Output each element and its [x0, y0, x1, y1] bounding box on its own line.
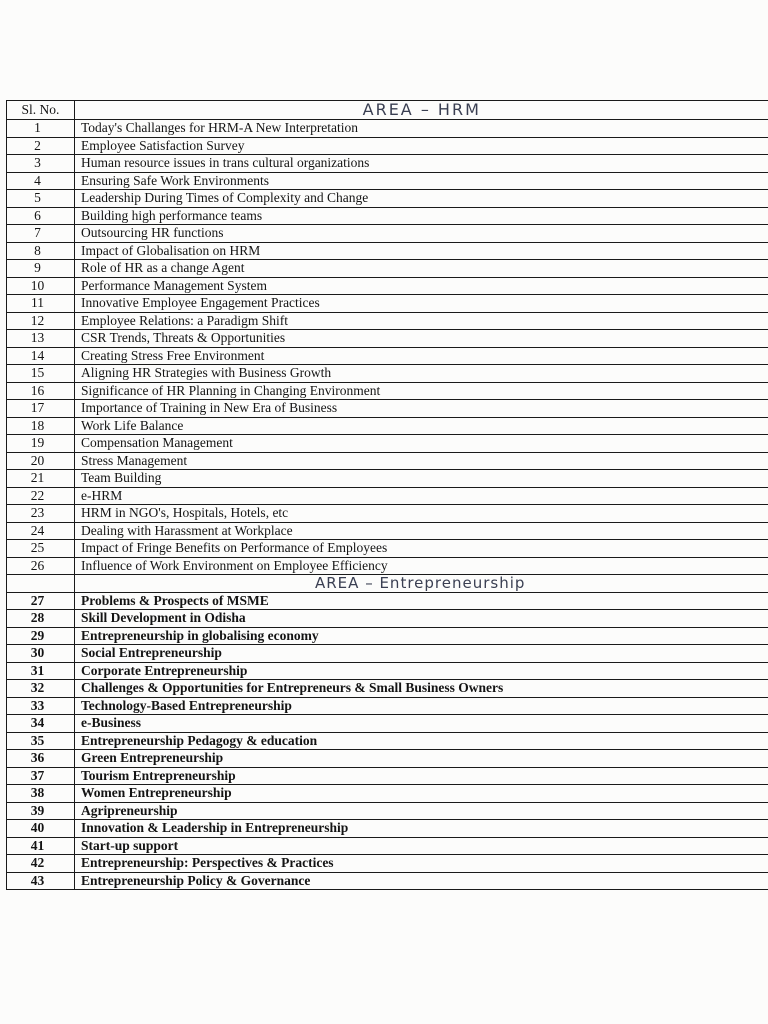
serial-number: 18 — [7, 417, 75, 435]
serial-number: 37 — [7, 767, 75, 785]
table-row — [7, 190, 768, 208]
table-row — [7, 295, 768, 313]
topic-title: Employee Satisfaction Survey — [75, 137, 768, 155]
topic-title: Building high performance teams — [75, 207, 768, 225]
serial-number: 25 — [7, 540, 75, 558]
topic-title: Importance of Training in New Era of Business — [75, 400, 768, 418]
serial-number: 29 — [7, 627, 75, 645]
table-row — [7, 522, 768, 540]
area-entrepreneurship-row — [7, 575, 768, 593]
topic-title: Significance of HR Planning in Changing Environment — [75, 382, 768, 400]
table-row — [7, 505, 768, 523]
serial-number: 5 — [7, 190, 75, 208]
serial-number: 2 — [7, 137, 75, 155]
table-row — [7, 785, 768, 803]
serial-number: 16 — [7, 382, 75, 400]
topic-title: Human resource issues in trans cultural organizations — [75, 155, 768, 173]
topic-title: Women Entrepreneurship — [75, 785, 768, 803]
table-row — [7, 330, 768, 348]
topic-title: Employee Relations: a Paradigm Shift — [75, 312, 768, 330]
serial-number: 32 — [7, 680, 75, 698]
table-row — [7, 435, 768, 453]
area-hrm-heading — [75, 101, 768, 120]
hrm-topics-body — [7, 120, 768, 575]
table-row — [7, 225, 768, 243]
table-row — [7, 540, 768, 558]
topic-title: Corporate Entrepreneurship — [75, 662, 768, 680]
serial-number: 40 — [7, 820, 75, 838]
serial-number: 42 — [7, 855, 75, 873]
serial-number: 8 — [7, 242, 75, 260]
topic-title: Team Building — [75, 470, 768, 488]
area-entrepreneurship-cell — [75, 575, 768, 593]
table-row — [7, 242, 768, 260]
topic-title: e-HRM — [75, 487, 768, 505]
table-row — [7, 627, 768, 645]
table-row — [7, 417, 768, 435]
table-row — [7, 662, 768, 680]
topic-title: Innovation & Leadership in Entrepreneurship — [75, 820, 768, 838]
serial-number: 19 — [7, 435, 75, 453]
table-row — [7, 207, 768, 225]
topic-title: Skill Development in Odisha — [75, 610, 768, 628]
serial-number: 17 — [7, 400, 75, 418]
topic-title: Problems & Prospects of MSME — [75, 592, 768, 610]
table-row — [7, 837, 768, 855]
topic-title: Entrepreneurship Policy & Governance — [75, 872, 768, 890]
serial-number: 35 — [7, 732, 75, 750]
topic-title: Start-up support — [75, 837, 768, 855]
serial-number: 7 — [7, 225, 75, 243]
topic-title: Dealing with Harassment at Workplace — [75, 522, 768, 540]
serial-number: 13 — [7, 330, 75, 348]
table-row — [7, 155, 768, 173]
table-row — [7, 645, 768, 663]
table-header-row — [7, 101, 768, 120]
serial-number: 24 — [7, 522, 75, 540]
area-entrepreneurship-label: AREA – Entrepreneurship — [315, 574, 526, 592]
table-row — [7, 802, 768, 820]
serial-number: 22 — [7, 487, 75, 505]
topic-title: Impact of Globalisation on HRM — [75, 242, 768, 260]
table-row — [7, 452, 768, 470]
serial-number: 3 — [7, 155, 75, 173]
table-row — [7, 855, 768, 873]
topic-title: Creating Stress Free Environment — [75, 347, 768, 365]
area-entrepreneurship-section — [7, 575, 768, 593]
serial-number: 11 — [7, 295, 75, 313]
topic-title: Work Life Balance — [75, 417, 768, 435]
topic-title: Green Entrepreneurship — [75, 750, 768, 768]
serial-number: 4 — [7, 172, 75, 190]
serial-number: 26 — [7, 557, 75, 575]
table-row — [7, 347, 768, 365]
table-row — [7, 382, 768, 400]
serial-number: 36 — [7, 750, 75, 768]
table-row — [7, 610, 768, 628]
topic-title: Technology-Based Entrepreneurship — [75, 697, 768, 715]
serial-number: 20 — [7, 452, 75, 470]
table-row — [7, 120, 768, 138]
topic-title: Entrepreneurship Pedagogy & education — [75, 732, 768, 750]
sl-no-header: Sl. No. — [7, 101, 75, 120]
serial-number: 30 — [7, 645, 75, 663]
area-entrepreneurship-empty-cell — [7, 575, 75, 593]
entrepreneurship-topics-body — [7, 592, 768, 890]
topic-title: Social Entrepreneurship — [75, 645, 768, 663]
table-row — [7, 365, 768, 383]
serial-number: 12 — [7, 312, 75, 330]
topic-title: Ensuring Safe Work Environments — [75, 172, 768, 190]
topic-title: Innovative Employee Engagement Practices — [75, 295, 768, 313]
serial-number: 39 — [7, 802, 75, 820]
serial-number: 27 — [7, 592, 75, 610]
topic-title: Tourism Entrepreneurship — [75, 767, 768, 785]
serial-number: 21 — [7, 470, 75, 488]
table-row — [7, 470, 768, 488]
topic-title: Entrepreneurship in globalising economy — [75, 627, 768, 645]
serial-number: 1 — [7, 120, 75, 138]
topic-title: Role of HR as a change Agent — [75, 260, 768, 278]
topic-title: Agripreneurship — [75, 802, 768, 820]
table-row — [7, 487, 768, 505]
table-row — [7, 400, 768, 418]
table-row — [7, 312, 768, 330]
topic-title: Leadership During Times of Complexity and Change — [75, 190, 768, 208]
table-row — [7, 592, 768, 610]
topic-title: Stress Management — [75, 452, 768, 470]
serial-number: 23 — [7, 505, 75, 523]
topic-title: Challenges & Opportunities for Entrepreneurs & Small Business Owners — [75, 680, 768, 698]
serial-number: 31 — [7, 662, 75, 680]
table-row — [7, 732, 768, 750]
table-row — [7, 820, 768, 838]
serial-number: 41 — [7, 837, 75, 855]
table-row — [7, 557, 768, 575]
topic-title: Impact of Fringe Benefits on Performance of Employees — [75, 540, 768, 558]
topic-title: Today's Challanges for HRM-A New Interpretation — [75, 120, 768, 138]
topic-title: Aligning HR Strategies with Business Growth — [75, 365, 768, 383]
topic-title: Performance Management System — [75, 277, 768, 295]
serial-number: 28 — [7, 610, 75, 628]
table-row — [7, 277, 768, 295]
table-row — [7, 680, 768, 698]
table-row — [7, 750, 768, 768]
topic-title: e-Business — [75, 715, 768, 733]
topics-table-container — [6, 100, 768, 890]
table-row — [7, 872, 768, 890]
topic-title: Entrepreneurship: Perspectives & Practices — [75, 855, 768, 873]
serial-number: 14 — [7, 347, 75, 365]
table-row — [7, 767, 768, 785]
topics-table — [6, 100, 768, 890]
serial-number: 9 — [7, 260, 75, 278]
serial-number: 6 — [7, 207, 75, 225]
topic-title: CSR Trends, Threats & Opportunities — [75, 330, 768, 348]
topic-title: Influence of Work Environment on Employee Efficiency — [75, 557, 768, 575]
table-row — [7, 715, 768, 733]
table-row — [7, 172, 768, 190]
table-row — [7, 137, 768, 155]
table-row — [7, 260, 768, 278]
topic-title: HRM in NGO's, Hospitals, Hotels, etc — [75, 505, 768, 523]
serial-number: 38 — [7, 785, 75, 803]
topic-title: Outsourcing HR functions — [75, 225, 768, 243]
serial-number: 33 — [7, 697, 75, 715]
serial-number: 15 — [7, 365, 75, 383]
serial-number: 10 — [7, 277, 75, 295]
topic-title: Compensation Management — [75, 435, 768, 453]
table-row — [7, 697, 768, 715]
serial-number: 34 — [7, 715, 75, 733]
area-hrm-label: AREA – HRM — [362, 100, 481, 119]
serial-number: 43 — [7, 872, 75, 890]
